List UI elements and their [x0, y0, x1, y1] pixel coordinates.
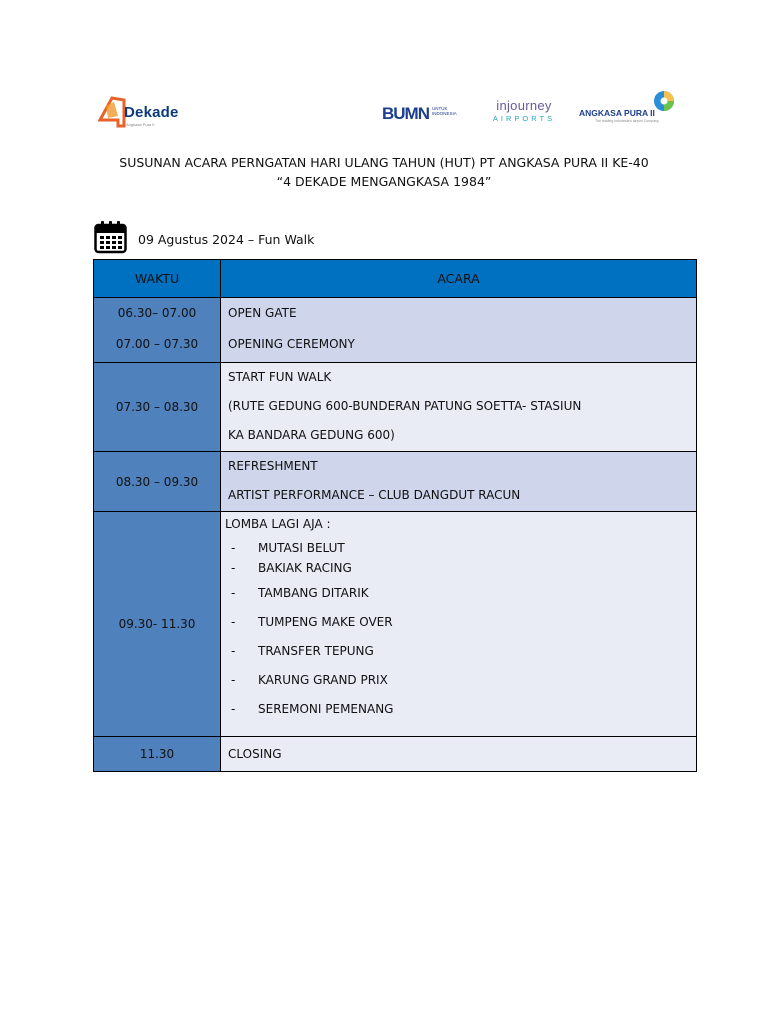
title-line-2: “4 DEKADE MENGANGKASA 1984”	[276, 174, 492, 189]
injourney-wordmark: injourney	[496, 98, 552, 113]
title-line-1: SUSUNAN ACARA PERNGATAN HARI ULANG TAHUN (HUT) PT ANGKASA PURA II KE-40	[119, 155, 649, 170]
angkasa-pura-logo	[579, 90, 679, 126]
injourney-logo	[487, 98, 561, 123]
event-cell	[221, 512, 697, 737]
event-text: OPEN GATE	[228, 306, 297, 320]
event-text: REFRESHMENT	[228, 459, 318, 473]
time-text: 11.30	[139, 747, 175, 761]
document-title	[0, 153, 768, 191]
table-row	[94, 298, 697, 363]
time-text: 07.00 – 07.30	[115, 337, 199, 351]
list-item: - BAKIAK RACING	[231, 561, 352, 575]
header-acara: ACARA	[221, 260, 697, 298]
time-cell	[94, 512, 221, 737]
list-item: - TRANSFER TEPUNG	[231, 643, 374, 658]
time-cell	[94, 452, 221, 512]
schedule-table	[93, 259, 697, 772]
event-text: (RUTE GEDUNG 600-BUNDERAN PATUNG SOETTA- STASIUN	[228, 399, 582, 413]
calendar-icon	[94, 220, 127, 254]
event-cell	[221, 298, 697, 363]
time-text: 06.30– 07.00	[117, 306, 197, 320]
dekade-4-icon	[98, 96, 126, 128]
table-row	[94, 363, 697, 452]
table-row	[94, 452, 697, 512]
list-item: - TAMBANG DITARIK	[231, 585, 369, 600]
dekade-logo	[98, 96, 188, 128]
list-item: - SEREMONI PEMENANG	[231, 701, 394, 716]
dekade-wordmark: Dekade	[124, 104, 179, 121]
table-row	[94, 512, 697, 737]
time-text: 08.30 – 09.30	[115, 474, 199, 489]
competition-heading: LOMBA LAGI AJA :	[225, 517, 331, 531]
injourney-sub: AIRPORTS	[492, 114, 556, 123]
dekade-tagline: Angkasa Pura II	[126, 122, 155, 127]
bumn-logo	[382, 104, 457, 124]
event-text: OPENING CEREMONY	[228, 337, 355, 351]
table-row	[94, 737, 697, 772]
bumn-tagline: UNTUK INDONESIA	[432, 106, 457, 116]
list-item: - TUMPENG MAKE OVER	[231, 614, 393, 629]
logo-bar	[0, 90, 768, 130]
list-item: - MUTASI BELUT	[231, 541, 345, 555]
event-text: CLOSING	[228, 747, 282, 761]
time-text: 07.30 – 08.30	[115, 400, 199, 414]
event-cell	[221, 452, 697, 512]
event-date-label: 09 Agustus 2024 – Fun Walk	[138, 232, 315, 247]
table-header-row	[94, 260, 697, 298]
list-item: - KARUNG GRAND PRIX	[231, 672, 388, 687]
event-cell	[221, 737, 697, 772]
ap2-emblem-icon	[653, 90, 675, 112]
ap2-wordmark: ANGKASA PURA II	[579, 108, 655, 118]
time-cell	[94, 298, 221, 363]
time-cell	[94, 737, 221, 772]
event-text: ARTIST PERFORMANCE – CLUB DANGDUT RACUN	[228, 488, 521, 502]
event-text: KA BANDARA GEDUNG 600)	[228, 428, 395, 442]
event-text: START FUN WALK	[228, 370, 332, 384]
header-waktu: WAKTU	[94, 260, 221, 298]
event-cell	[221, 363, 697, 452]
ap2-tagline: The leading Indonesia's airport Company	[595, 119, 659, 123]
time-text: 09.30- 11.30	[118, 617, 196, 631]
time-cell	[94, 363, 221, 452]
bumn-wordmark: BUMN	[382, 104, 429, 123]
